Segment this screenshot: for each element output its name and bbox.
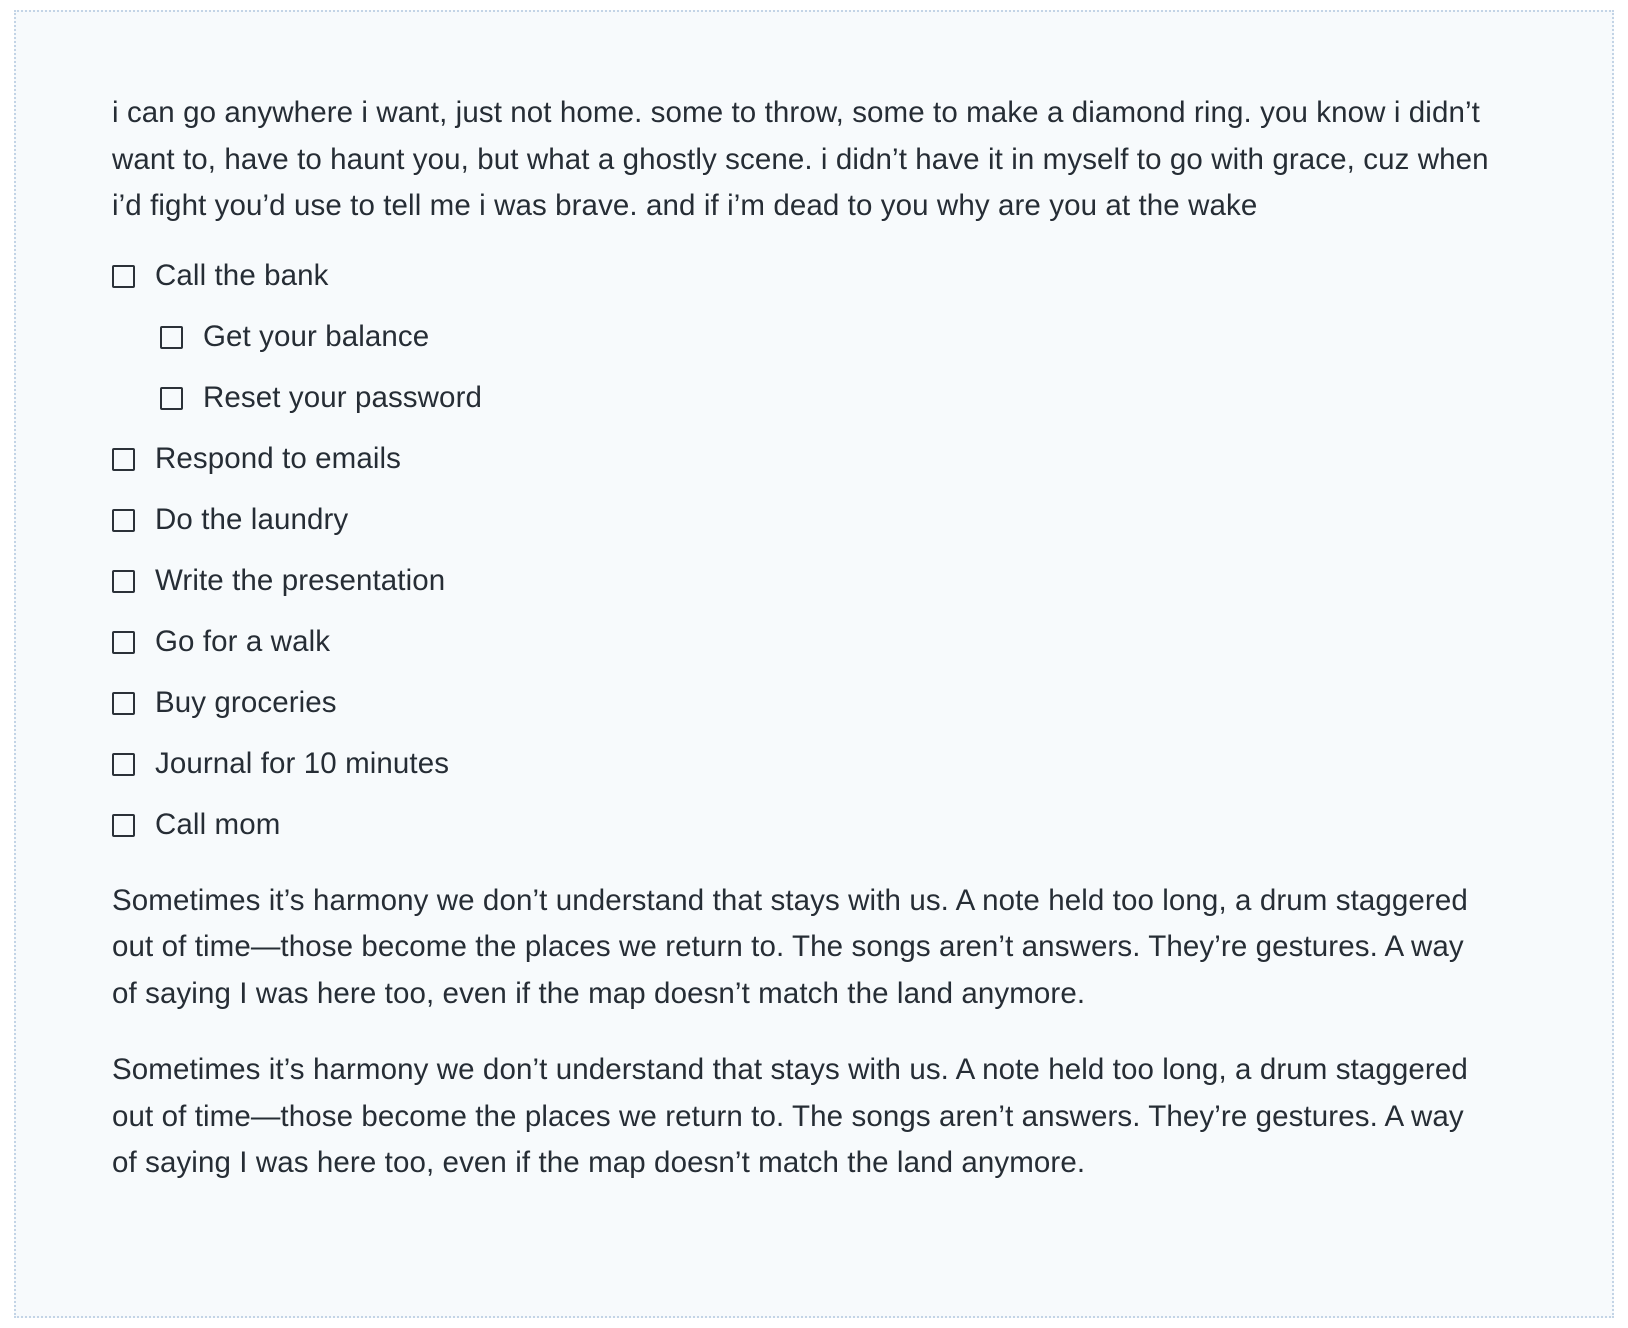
intro-paragraph: i can go anywhere i want, just not home. some to throw, some to make a diamond ring. you know i didn’t want to, have to haunt you, but what a ghostly scene. i didn’t have it in myself to go with grace, cuz when i’d fight you’d use to tell me i was brave. and if i’m dead to you why are you at the wake: [112, 96, 1489, 222]
checkbox-unchecked-icon[interactable]: [112, 509, 135, 532]
checkbox-unchecked-icon[interactable]: [112, 692, 135, 715]
checklist-item-label: Respond to emails: [155, 442, 402, 476]
checkbox-unchecked-icon[interactable]: [112, 265, 135, 288]
checklist-item[interactable]: [112, 246, 1516, 307]
checkbox-unchecked-icon[interactable]: [160, 387, 183, 410]
checklist-item-label: Buy groceries: [155, 686, 337, 720]
checklist-item[interactable]: [112, 673, 1516, 734]
checklist-item[interactable]: [112, 429, 1516, 490]
checklist-item-label: Reset your password: [203, 381, 482, 415]
checklist: [112, 246, 1516, 856]
checklist-item-label: Journal for 10 minutes: [155, 747, 450, 781]
checklist-item-label: Do the laundry: [155, 503, 349, 537]
checkbox-unchecked-icon[interactable]: [160, 326, 183, 349]
document-content: [16, 12, 1612, 1187]
checklist-item-label: Get your balance: [203, 320, 430, 354]
checklist-item[interactable]: [112, 612, 1516, 673]
checkbox-unchecked-icon[interactable]: [112, 631, 135, 654]
checklist-item[interactable]: [112, 490, 1516, 551]
checklist-item[interactable]: [112, 734, 1516, 795]
body-paragraphs: [112, 878, 1516, 1187]
checklist-item[interactable]: [112, 368, 1516, 429]
body-paragraph: Sometimes it’s harmony we don’t understand that stays with us. A note held too long, a drum staggered out of time—those become the places we return to. The songs aren’t answers. They’re gestures. A way of saying I was here too, even if the map doesn’t match the land anymore.: [112, 883, 1468, 1010]
checkbox-unchecked-icon[interactable]: [112, 814, 135, 837]
checklist-item-label: Call the bank: [155, 259, 329, 293]
body-paragraph: Sometimes it’s harmony we don’t understand that stays with us. A note held too long, a drum staggered out of time—those become the places we return to. The songs aren’t answers. They’re gestures. A way of saying I was here too, even if the map doesn’t match the land anymore.: [112, 1053, 1468, 1179]
checklist-item-label: Write the presentation: [155, 564, 446, 598]
checklist-item[interactable]: [112, 795, 1516, 856]
checklist-item-label: Go for a walk: [155, 625, 331, 659]
checkbox-unchecked-icon[interactable]: [112, 753, 135, 776]
document-canvas: [14, 10, 1614, 1318]
checklist-item[interactable]: [112, 551, 1516, 612]
checkbox-unchecked-icon[interactable]: [112, 448, 135, 471]
checklist-item-label: Call mom: [155, 808, 281, 842]
checklist-item[interactable]: [112, 307, 1516, 368]
checkbox-unchecked-icon[interactable]: [112, 570, 135, 593]
